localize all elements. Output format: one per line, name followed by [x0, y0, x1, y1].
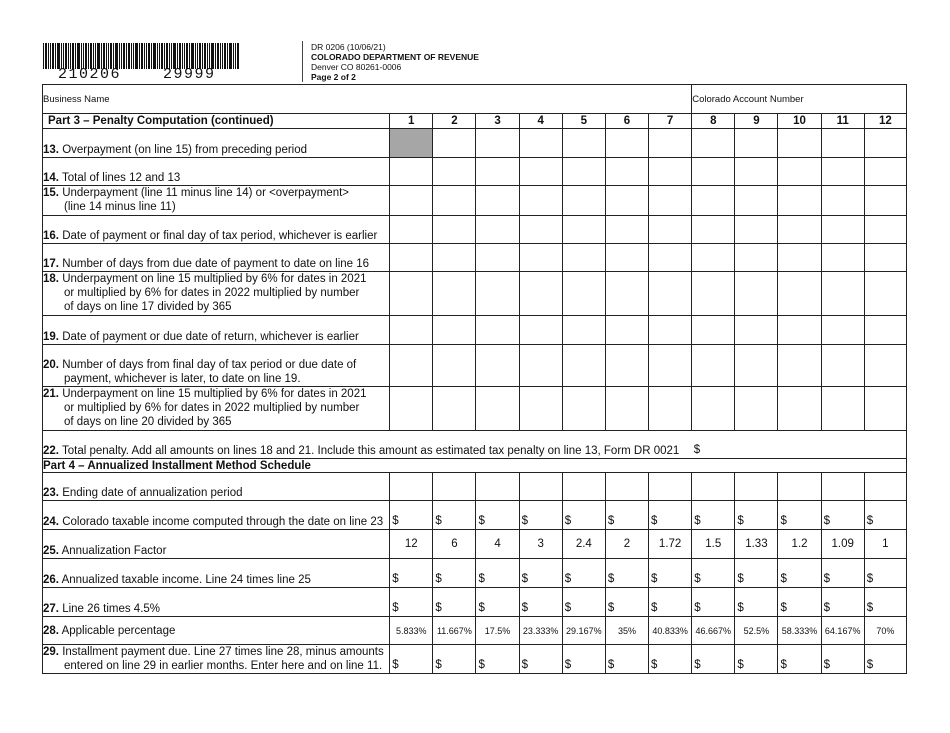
line-23-cell[interactable] [864, 473, 906, 501]
line-26-cell[interactable]: $ [605, 559, 648, 588]
line-17-cell[interactable] [649, 244, 692, 272]
line-16-cell[interactable] [433, 216, 476, 244]
line-17-cell[interactable] [864, 244, 906, 272]
line-14-cell[interactable] [778, 158, 821, 186]
line-20-label: 20. Number of days from final day of tax period or due date of payment, whichever is later, to date on line 19. [43, 345, 390, 387]
line-14-cell[interactable] [864, 158, 906, 186]
applicable-percentage: 11.667% [433, 617, 476, 645]
line-15-cell[interactable] [433, 186, 476, 216]
line-20-cell[interactable] [476, 345, 519, 387]
line-27-cell[interactable]: $ [476, 588, 519, 617]
annualization-factor: 4 [476, 530, 519, 559]
line-20-cell[interactable] [649, 345, 692, 387]
barcode-number: 210206 29999 [58, 66, 216, 83]
line-21-cell[interactable] [821, 387, 864, 431]
line-20-row [43, 345, 907, 387]
line-14-row [43, 158, 907, 186]
line-21-cell[interactable] [562, 387, 605, 431]
applicable-percentage: 52.5% [735, 617, 778, 645]
line-14-cell[interactable] [476, 158, 519, 186]
line-28-row [43, 617, 907, 645]
annualization-factor: 1.09 [821, 530, 864, 559]
line-24-cell[interactable]: $ [864, 501, 906, 530]
line-29-cell[interactable]: $ [649, 645, 692, 674]
line-18-cell[interactable] [562, 272, 605, 316]
col-header: 5 [562, 114, 605, 129]
line-14-cell[interactable] [605, 158, 648, 186]
line-19-cell[interactable] [562, 316, 605, 345]
line-21-cell[interactable] [778, 387, 821, 431]
annualization-factor: 1.33 [735, 530, 778, 559]
line-24-cell[interactable]: $ [692, 501, 735, 530]
line-26-cell[interactable]: $ [864, 559, 906, 588]
line-18-cell[interactable] [821, 272, 864, 316]
annualization-factor: 1 [864, 530, 906, 559]
applicable-percentage: 64.167% [821, 617, 864, 645]
line-28-label: 28. Applicable percentage [43, 617, 390, 645]
line-19-label: 19. Date of payment or due date of return, whichever is earlier [43, 316, 390, 345]
line-15-cell[interactable] [562, 186, 605, 216]
line-14-cell[interactable] [692, 158, 735, 186]
line-16-label: 16. Date of payment or final day of tax period, whichever is earlier [43, 216, 390, 244]
line-27-cell[interactable]: $ [778, 588, 821, 617]
col-header: 11 [821, 114, 864, 129]
line-13-cell[interactable] [692, 129, 735, 158]
line-19-cell[interactable] [476, 316, 519, 345]
col-header: 4 [519, 114, 562, 129]
line-26-cell[interactable]: $ [692, 559, 735, 588]
line-29-cell[interactable]: $ [778, 645, 821, 674]
line-20-cell[interactable] [562, 345, 605, 387]
line-18-cell[interactable] [735, 272, 778, 316]
line-16-cell[interactable] [649, 216, 692, 244]
line-19-cell[interactable] [735, 316, 778, 345]
line-19-cell[interactable] [692, 316, 735, 345]
applicable-percentage: 35% [605, 617, 648, 645]
agency-name: COLORADO DEPARTMENT OF REVENUE [311, 52, 479, 62]
line-18-cell[interactable] [649, 272, 692, 316]
line-18-cell[interactable] [778, 272, 821, 316]
line-29-cell[interactable]: $ [864, 645, 906, 674]
line-21-cell[interactable] [864, 387, 906, 431]
total-penalty-field[interactable]: $ [692, 431, 907, 459]
line-18-cell[interactable] [390, 272, 433, 316]
line-15-cell[interactable] [864, 186, 906, 216]
line-24-cell[interactable]: $ [778, 501, 821, 530]
line-23-cell[interactable] [605, 473, 648, 501]
line-27-label: 27. Line 26 times 4.5% [43, 588, 390, 617]
line-14-cell[interactable] [390, 158, 433, 186]
line-15-cell[interactable] [476, 186, 519, 216]
line-17-cell[interactable] [778, 244, 821, 272]
line-23-cell[interactable] [778, 473, 821, 501]
line-13-cell[interactable] [519, 129, 562, 158]
line-18-cell[interactable] [433, 272, 476, 316]
line-23-cell[interactable] [476, 473, 519, 501]
line-23-cell[interactable] [519, 473, 562, 501]
line-20-cell[interactable] [390, 345, 433, 387]
line-17-cell[interactable] [476, 244, 519, 272]
line-29-cell[interactable]: $ [821, 645, 864, 674]
line-16-cell[interactable] [821, 216, 864, 244]
line-27-cell[interactable]: $ [390, 588, 433, 617]
annualization-factor: 2 [605, 530, 648, 559]
line-23-cell[interactable] [390, 473, 433, 501]
line-14-cell[interactable] [433, 158, 476, 186]
line-21-cell[interactable] [649, 387, 692, 431]
line-15-cell[interactable] [692, 186, 735, 216]
line-13-cell[interactable] [649, 129, 692, 158]
line-18-cell[interactable] [476, 272, 519, 316]
line-24-cell[interactable]: $ [649, 501, 692, 530]
col-header: 6 [605, 114, 648, 129]
line-20-cell[interactable] [692, 345, 735, 387]
line-20-cell[interactable] [605, 345, 648, 387]
line-13-cell[interactable] [821, 129, 864, 158]
line-18-label: 18. Underpayment on line 15 multiplied by 6% for dates in 2021 or multiplied by 6% for dates in 2022 multiplied by number of days on line 17 divided by 365 [43, 272, 390, 316]
annualization-factor: 1.5 [692, 530, 735, 559]
line-29-cell[interactable]: $ [692, 645, 735, 674]
applicable-percentage: 58.333% [778, 617, 821, 645]
col-header: 3 [476, 114, 519, 129]
col-header: 9 [735, 114, 778, 129]
line-21-cell[interactable] [605, 387, 648, 431]
header-divider [302, 41, 304, 82]
part3-header-row [43, 114, 907, 129]
annualization-factor: 12 [390, 530, 433, 559]
line-29-cell[interactable]: $ [605, 645, 648, 674]
line-16-cell[interactable] [864, 216, 906, 244]
line-24-cell[interactable]: $ [390, 501, 433, 530]
line-17-label: 17. Number of days from due date of payment to date on line 16 [43, 244, 390, 272]
line-29-cell[interactable]: $ [519, 645, 562, 674]
line-16-cell[interactable] [692, 216, 735, 244]
line-17-cell[interactable] [605, 244, 648, 272]
applicable-percentage: 40.833% [649, 617, 692, 645]
line-25-row [43, 530, 907, 559]
line-26-cell[interactable]: $ [519, 559, 562, 588]
line-21-cell[interactable] [476, 387, 519, 431]
line-15-cell[interactable] [649, 186, 692, 216]
line-16-cell[interactable] [605, 216, 648, 244]
annualization-factor: 1.2 [778, 530, 821, 559]
line-13-cell[interactable] [562, 129, 605, 158]
line-26-cell[interactable]: $ [649, 559, 692, 588]
line-27-row [43, 588, 907, 617]
part3-title: Part 3 – Penalty Computation (continued) [43, 114, 390, 129]
annualization-factor: 1.72 [649, 530, 692, 559]
line-16-row [43, 216, 907, 244]
line-24-cell[interactable]: $ [433, 501, 476, 530]
line-29-row [43, 645, 907, 674]
account-number-label: Colorado Account Number [692, 93, 804, 105]
line-29-cell[interactable]: $ [735, 645, 778, 674]
line-16-cell[interactable] [735, 216, 778, 244]
line-24-cell[interactable]: $ [605, 501, 648, 530]
line-26-cell[interactable]: $ [778, 559, 821, 588]
line-14-cell[interactable] [519, 158, 562, 186]
line-15-cell[interactable] [605, 186, 648, 216]
line-13-cell[interactable] [605, 129, 648, 158]
line-25-label: 25. Annualization Factor [43, 530, 390, 559]
line-23-cell[interactable] [692, 473, 735, 501]
line-26-cell[interactable]: $ [821, 559, 864, 588]
part4-header-row [43, 459, 907, 473]
line-15-cell[interactable] [778, 186, 821, 216]
line-18-cell[interactable] [605, 272, 648, 316]
line-20-cell[interactable] [735, 345, 778, 387]
line-21-cell[interactable] [390, 387, 433, 431]
col-header: 1 [390, 114, 433, 129]
line-17-cell[interactable] [821, 244, 864, 272]
line-18-row [43, 272, 907, 316]
line-19-cell[interactable] [864, 316, 906, 345]
col-header: 8 [692, 114, 735, 129]
account-number-field[interactable] [692, 85, 907, 114]
business-name-field[interactable] [43, 85, 692, 114]
line-13-cell[interactable] [735, 129, 778, 158]
line-16-cell[interactable] [562, 216, 605, 244]
line-20-cell[interactable] [864, 345, 906, 387]
line-18-cell[interactable] [519, 272, 562, 316]
applicable-percentage: 46.667% [692, 617, 735, 645]
line-27-cell[interactable]: $ [649, 588, 692, 617]
line-24-cell[interactable]: $ [821, 501, 864, 530]
line-21-label: 21. Underpayment on line 15 multiplied by 6% for dates in 2021 or multiplied by 6% for dates in 2022 multiplied by number of days on line 20 divided by 365 [43, 387, 390, 431]
applicable-percentage: 17.5% [476, 617, 519, 645]
line-21-row [43, 387, 907, 431]
line-17-cell[interactable] [390, 244, 433, 272]
line-19-cell[interactable] [519, 316, 562, 345]
line-20-cell[interactable] [778, 345, 821, 387]
line-27-cell[interactable]: $ [562, 588, 605, 617]
line-20-cell[interactable] [433, 345, 476, 387]
line-23-cell[interactable] [821, 473, 864, 501]
line-13-cell[interactable] [778, 129, 821, 158]
line-24-cell[interactable]: $ [476, 501, 519, 530]
line-13-shaded-cell [390, 129, 433, 158]
line-16-cell[interactable] [778, 216, 821, 244]
col-header: 12 [864, 114, 906, 129]
line-27-cell[interactable]: $ [519, 588, 562, 617]
line-15-cell[interactable] [821, 186, 864, 216]
line-19-cell[interactable] [390, 316, 433, 345]
line-24-cell[interactable]: $ [735, 501, 778, 530]
line-24-cell[interactable]: $ [519, 501, 562, 530]
line-29-label: 29. Installment payment due. Line 27 times line 28, minus amounts entered on line 29 in earlier months. Enter here and on line 11. [43, 645, 390, 674]
line-24-row [43, 501, 907, 530]
line-23-cell[interactable] [433, 473, 476, 501]
line-24-cell[interactable]: $ [562, 501, 605, 530]
line-19-cell[interactable] [821, 316, 864, 345]
line-17-cell[interactable] [692, 244, 735, 272]
line-19-cell[interactable] [649, 316, 692, 345]
applicable-percentage: 70% [864, 617, 906, 645]
line-15-label: 15. Underpayment (line 11 minus line 14) or <overpayment> (line 14 minus line 11) [43, 186, 390, 216]
line-20-cell[interactable] [821, 345, 864, 387]
line-26-cell[interactable]: $ [562, 559, 605, 588]
line-15-cell[interactable] [735, 186, 778, 216]
annualization-factor: 3 [519, 530, 562, 559]
line-14-cell[interactable] [562, 158, 605, 186]
annualization-factor: 2.4 [562, 530, 605, 559]
line-16-cell[interactable] [390, 216, 433, 244]
page-number: Page 2 of 2 [311, 72, 356, 82]
line-22-label: 22. Total penalty. Add all amounts on lines 18 and 21. Include this amount as estimated tax penalty on line 13, Form DR 0021 [43, 431, 692, 459]
line-29-cell[interactable]: $ [476, 645, 519, 674]
agency-address: Denver CO 80261-0006 [311, 62, 402, 72]
line-21-cell[interactable] [735, 387, 778, 431]
line-23-row [43, 473, 907, 501]
col-header: 10 [778, 114, 821, 129]
business-name-label: Business Name [43, 93, 110, 105]
line-18-cell[interactable] [692, 272, 735, 316]
col-header: 7 [649, 114, 692, 129]
form-id: DR 0206 (10/06/21) [311, 42, 386, 52]
line-19-row [43, 316, 907, 345]
applicable-percentage: 5.833% [390, 617, 433, 645]
line-29-cell[interactable]: $ [562, 645, 605, 674]
applicable-percentage: 23.333% [519, 617, 562, 645]
line-21-cell[interactable] [692, 387, 735, 431]
line-27-cell[interactable]: $ [692, 588, 735, 617]
line-23-label: 23. Ending date of annualization period [43, 473, 390, 501]
line-23-cell[interactable] [649, 473, 692, 501]
line-14-cell[interactable] [821, 158, 864, 186]
line-26-row [43, 559, 907, 588]
line-19-cell[interactable] [778, 316, 821, 345]
line-14-cell[interactable] [735, 158, 778, 186]
line-17-row [43, 244, 907, 272]
line-24-label: 24. Colorado taxable income computed through the date on line 23 [43, 501, 390, 530]
line-15-cell[interactable] [519, 186, 562, 216]
line-15-row [43, 186, 907, 216]
line-26-cell[interactable]: $ [390, 559, 433, 588]
line-19-cell[interactable] [605, 316, 648, 345]
applicable-percentage: 29.167% [562, 617, 605, 645]
line-27-cell[interactable]: $ [864, 588, 906, 617]
line-18-cell[interactable] [864, 272, 906, 316]
line-23-cell[interactable] [562, 473, 605, 501]
line-27-cell[interactable]: $ [735, 588, 778, 617]
part4-title: Part 4 – Annualized Installment Method Schedule [43, 459, 907, 473]
line-14-label: 14. Total of lines 12 and 13 [43, 158, 390, 186]
line-13-cell[interactable] [864, 129, 906, 158]
line-17-cell[interactable] [433, 244, 476, 272]
line-29-cell[interactable]: $ [433, 645, 476, 674]
line-14-cell[interactable] [649, 158, 692, 186]
line-16-cell[interactable] [476, 216, 519, 244]
line-16-cell[interactable] [519, 216, 562, 244]
line-13-row [43, 129, 907, 158]
line-27-cell[interactable]: $ [433, 588, 476, 617]
line-17-cell[interactable] [735, 244, 778, 272]
line-17-cell[interactable] [519, 244, 562, 272]
line-26-cell[interactable]: $ [476, 559, 519, 588]
line-20-cell[interactable] [519, 345, 562, 387]
line-17-cell[interactable] [562, 244, 605, 272]
line-13-cell[interactable] [433, 129, 476, 158]
penalty-form-table [42, 84, 907, 674]
line-26-cell[interactable]: $ [735, 559, 778, 588]
line-13-label: 13. Overpayment (on line 15) from preceding period [43, 129, 390, 158]
line-29-cell[interactable]: $ [390, 645, 433, 674]
line-26-cell[interactable]: $ [433, 559, 476, 588]
line-21-cell[interactable] [519, 387, 562, 431]
line-22-row [43, 431, 907, 459]
line-15-cell[interactable] [390, 186, 433, 216]
col-header: 2 [433, 114, 476, 129]
line-13-cell[interactable] [476, 129, 519, 158]
line-27-cell[interactable]: $ [821, 588, 864, 617]
line-19-cell[interactable] [433, 316, 476, 345]
line-27-cell[interactable]: $ [605, 588, 648, 617]
line-21-cell[interactable] [433, 387, 476, 431]
line-23-cell[interactable] [735, 473, 778, 501]
annualization-factor: 6 [433, 530, 476, 559]
line-26-label: 26. Annualized taxable income. Line 24 times line 25 [43, 559, 390, 588]
